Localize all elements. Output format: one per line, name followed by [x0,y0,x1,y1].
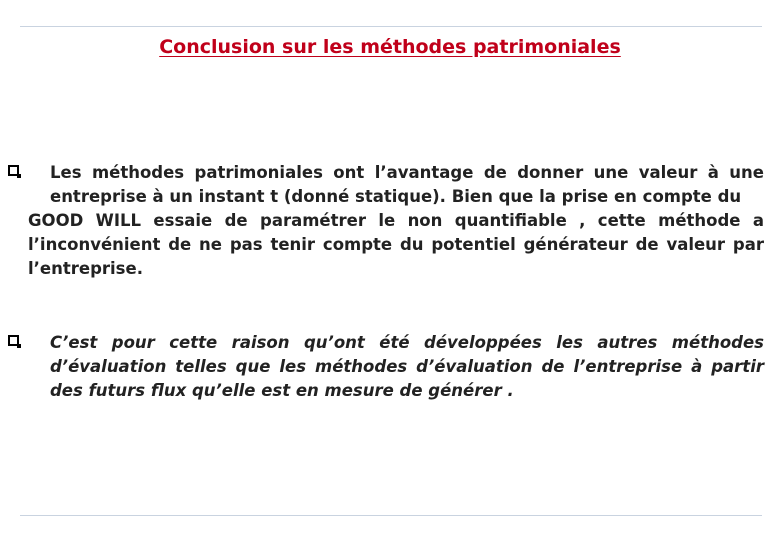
top-divider [20,26,762,27]
bullet-1-text-after: essaie de paramétrer le non quantifiable , cette méthode a l’inconvénient de ne pas tenir compte du potentiel générateur de valeur par l’entreprise. [28,211,764,278]
square-bullet-icon [8,165,19,176]
bullet-item-2 [8,331,764,403]
bullet-item-1 [8,161,764,281]
good-will-emphasis: GOOD WILL [28,211,142,230]
bottom-divider [20,515,762,516]
bullet-1-text [8,161,764,281]
bullet-2-text-content: C’est pour cette raison qu’ont été développées les autres méthodes d’évaluation telles que les méthodes d’évaluation de l’entreprise à partir des futurs flux qu’elle est en mesure de générer . [50,333,764,400]
bullet-1-text-before: Les méthodes patrimoniales ont l’avantage de donner une valeur à une entreprise à un instant t (donné statique). Bien que la prise en compte du [50,163,764,206]
bullet-2-text [8,331,764,403]
slide-title: Conclusion sur les méthodes patrimoniales [159,36,621,58]
square-bullet-icon [8,335,19,346]
